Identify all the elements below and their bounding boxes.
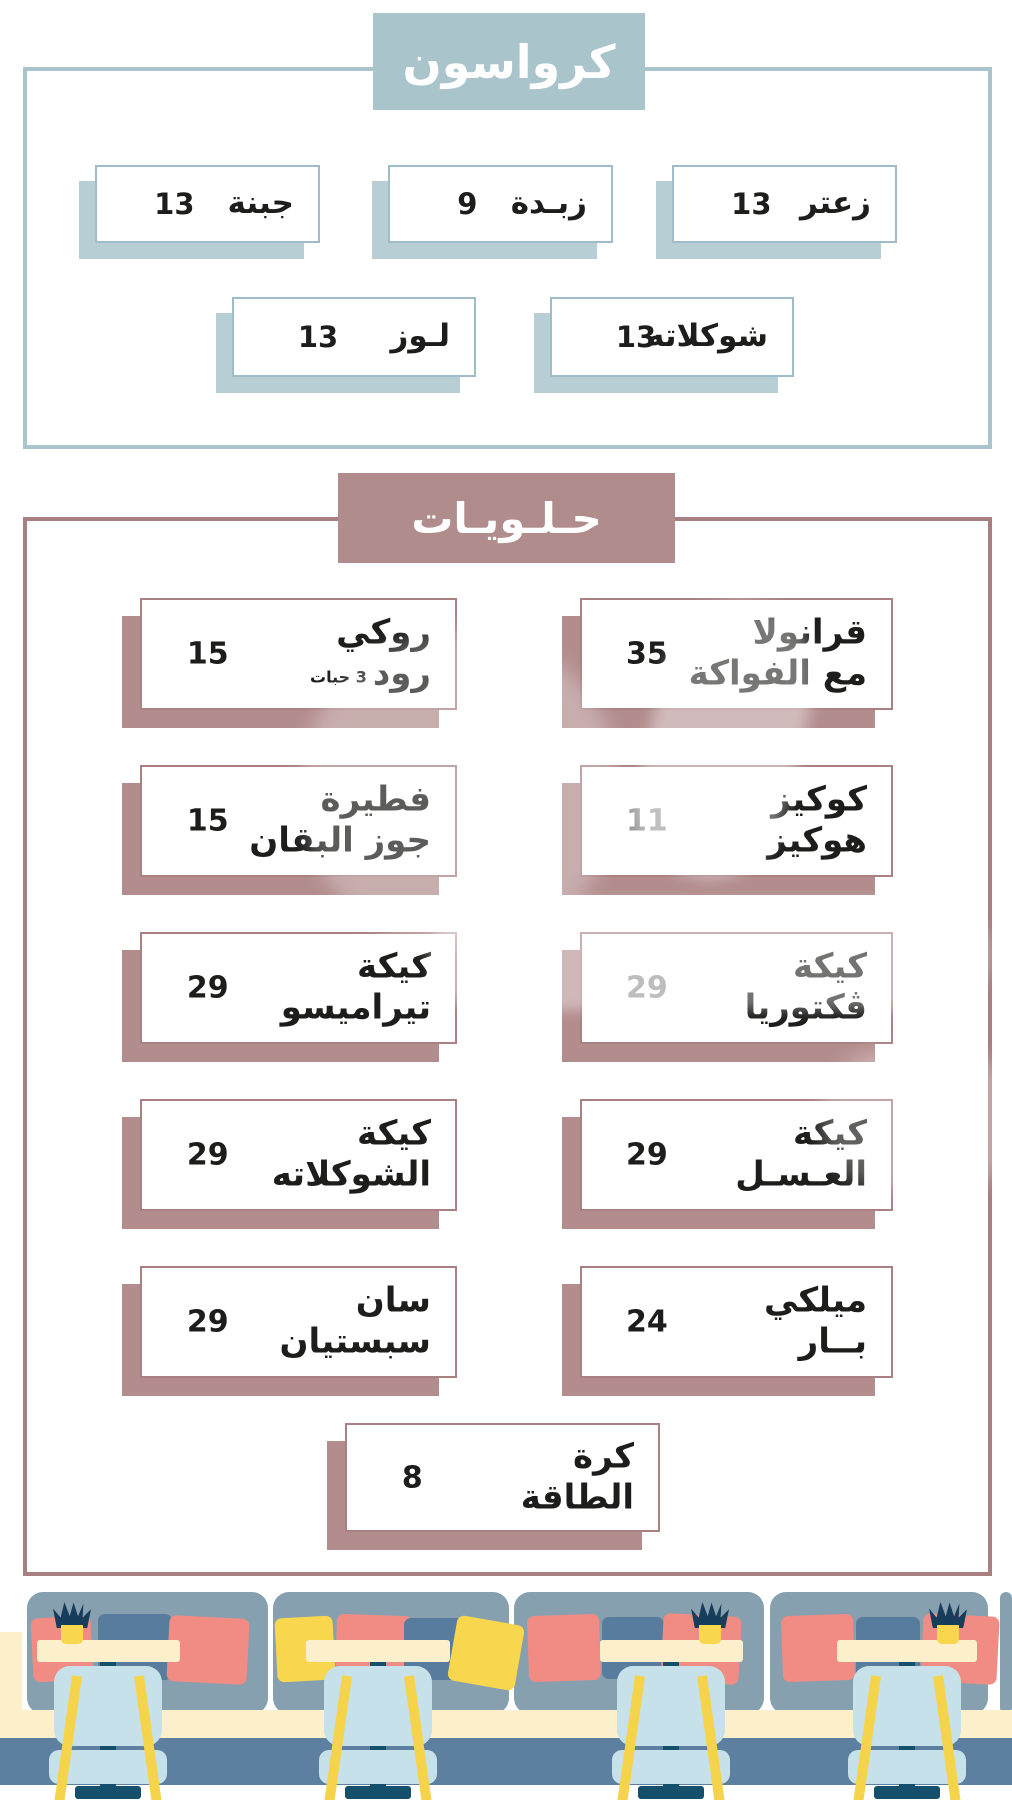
item-name: كيكة تيراميسو — [280, 946, 431, 1028]
item-name: قرانولا مع الفواكة — [688, 612, 867, 694]
item-price: 29 — [186, 1137, 229, 1173]
item-price: 15 — [186, 803, 229, 839]
menu-item-card — [140, 598, 457, 710]
item-price: 29 — [626, 1137, 668, 1173]
table-base — [638, 1786, 704, 1799]
item-name: كوكيز هوكيز — [767, 779, 867, 861]
item-price: 29 — [626, 970, 668, 1006]
item-price: 13 — [731, 187, 772, 221]
menu-item-card — [580, 765, 893, 877]
table-base — [874, 1786, 940, 1799]
menu-item-card — [140, 1266, 457, 1378]
item-note: 3 حبات — [309, 668, 367, 687]
table-base — [75, 1786, 141, 1799]
item-name: زعتر — [800, 185, 871, 222]
item-price: 11 — [626, 803, 668, 839]
item-name: سان سبستيان — [279, 1280, 431, 1362]
table-top — [600, 1640, 743, 1662]
menu-item-card — [140, 765, 457, 877]
item-name: كرة الطاقة — [520, 1436, 634, 1518]
menu-item-card — [580, 932, 893, 1044]
item-name: جبنة — [227, 185, 294, 222]
item-price: 13 — [154, 187, 195, 221]
item-name: كيكة العـسـل — [735, 1113, 867, 1195]
menu-item-card — [232, 297, 476, 377]
table-top — [37, 1640, 180, 1662]
menu-item-card — [95, 165, 320, 243]
menu-item-card — [580, 1099, 893, 1211]
menu-item-card — [672, 165, 897, 243]
item-name: لـوز — [390, 318, 450, 355]
menu-item-card — [345, 1423, 660, 1532]
desserts-section-title: حـلـويـات — [338, 473, 675, 563]
item-price: 35 — [626, 636, 668, 672]
pillow-yellow — [447, 1615, 525, 1692]
item-name: فطيرة جوز البقان — [249, 779, 431, 861]
plant-pot — [699, 1625, 721, 1644]
item-price: 9 — [457, 187, 478, 221]
item-name: ميلكي بــار — [764, 1280, 867, 1362]
menu-item-card — [140, 932, 457, 1044]
item-price: 29 — [186, 970, 229, 1006]
table-top — [306, 1640, 450, 1662]
item-price: 15 — [186, 636, 229, 672]
croissant-section-title: كرواسون — [373, 13, 645, 110]
plant-pot — [937, 1625, 959, 1644]
menu-item-card — [580, 598, 893, 710]
item-price: 24 — [626, 1304, 668, 1340]
menu-item-card — [580, 1266, 893, 1378]
item-name: كيكة الشوكلاته — [271, 1113, 431, 1195]
plant-pot — [61, 1625, 83, 1644]
item-name: روكي رود3 حبات — [309, 612, 431, 694]
menu-item-card — [550, 297, 794, 377]
pillow-salmon — [527, 1614, 601, 1682]
item-price: 13 — [615, 320, 657, 354]
item-name: شوكلاته — [646, 318, 768, 355]
item-name: كيكة ڤكتوريا — [744, 946, 867, 1028]
item-price: 13 — [297, 320, 339, 354]
item-price: 29 — [186, 1304, 229, 1340]
item-price: 8 — [401, 1460, 423, 1495]
menu-item-card — [388, 165, 613, 243]
sofa-section — [1000, 1592, 1012, 1714]
menu-item-card — [140, 1099, 457, 1211]
table-base — [345, 1786, 411, 1799]
item-name: زبـدة — [510, 185, 587, 222]
